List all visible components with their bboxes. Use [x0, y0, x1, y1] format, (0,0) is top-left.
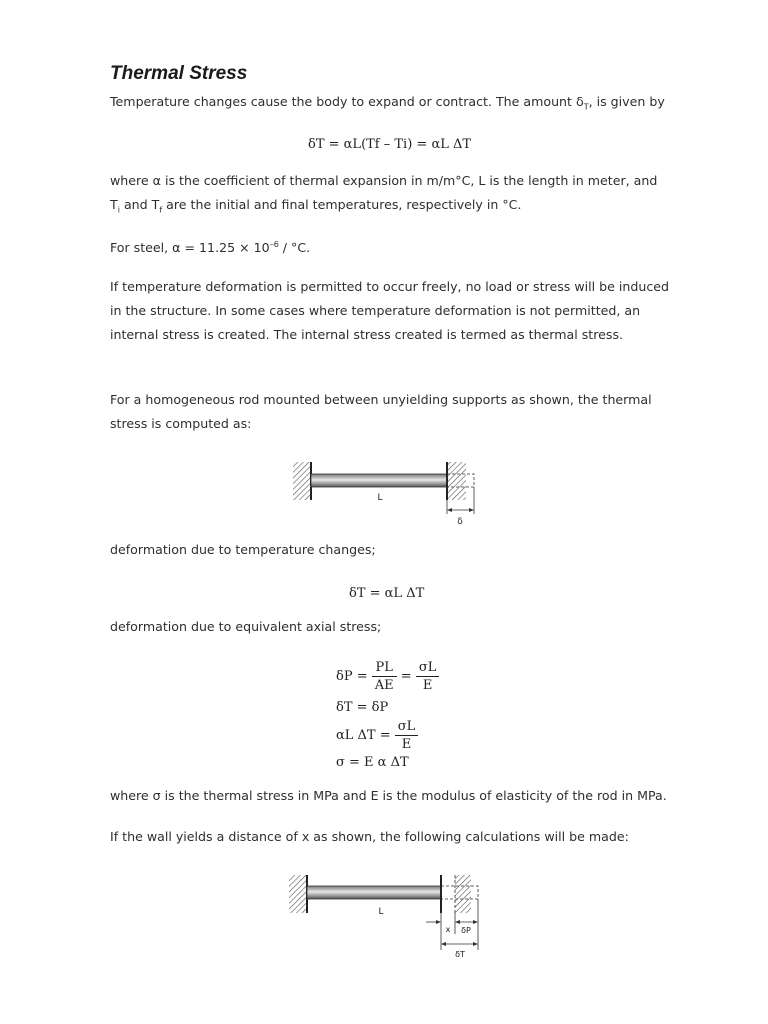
pl-numerator: PL — [372, 660, 397, 677]
steel-exponent: –6 — [269, 240, 279, 249]
steel-unit: / °C. — [278, 240, 311, 256]
equation-alpha-l-dt — [336, 719, 418, 752]
equation-axial-deformation — [336, 660, 439, 693]
free-deformation-paragraph: If temperature deformation is permitted to occur freely, no load or stress will be induced in the structure. In some cases where temperature deformation is not permitted, an internal stress is created. The internal stress created is termed as thermal stress. — [110, 279, 670, 342]
figure-fixed-rod — [290, 458, 490, 530]
yield-paragraph: If the wall yields a distance of x as shown, the following calculations will be made: — [110, 829, 629, 844]
page-title: Thermal Stress — [110, 63, 248, 84]
right-wall — [448, 462, 466, 500]
length-label-2: L — [378, 907, 384, 917]
where-sigma-paragraph: where σ is the thermal stress in MPa and E is the modulus of elasticity of the rod in MPa. — [110, 788, 667, 803]
length-label: L — [377, 493, 383, 503]
where-and-tf-text: and T — [119, 197, 160, 212]
intro-subscript: T — [583, 102, 589, 112]
e-denominator: E — [422, 678, 433, 693]
intro-end-text: , is given by — [588, 94, 665, 109]
where-alpha-line1: where α is the coefficient of thermal expansion in m/m°C, L is the length in meter, and — [110, 173, 658, 188]
intro-paragraph — [110, 90, 670, 120]
dt-label: δT — [455, 950, 465, 959]
tf-subscript: f — [159, 205, 163, 215]
temp-deformation-label: deformation due to temperature changes; — [110, 542, 376, 557]
dp-label: δP — [461, 926, 471, 935]
equation-thermal-deformation: δT = αL(Tf – Ti) = αL ΔT — [308, 137, 472, 152]
equals-sign: = — [400, 669, 412, 684]
sl-numerator: σL — [416, 660, 440, 677]
where-temps-text: are the initial and final temperatures, respectively in °C. — [162, 197, 522, 212]
yielded-wall — [455, 875, 471, 913]
ti-subscript: i — [117, 205, 120, 215]
delta-label: δ — [457, 517, 463, 527]
left-wall-2 — [289, 875, 307, 913]
equation-dt-equals-dp: δT = δP — [336, 700, 389, 715]
where-alpha-paragraph — [110, 169, 670, 223]
pl-over-ae — [372, 660, 397, 693]
rod-2 — [307, 886, 441, 899]
e-denominator-2: E — [401, 737, 412, 752]
figure-yielding-wall-rod — [286, 872, 496, 962]
sl-numerator-2: σL — [395, 719, 419, 736]
x-label: x — [445, 925, 451, 934]
axial-deformation-label: deformation due to equivalent axial stress; — [110, 619, 382, 634]
equation-temp-deformation: δT = αL ΔT — [349, 586, 425, 601]
rod-paragraph: For a homogeneous rod mounted between unyielding supports as shown, the thermal stress is computed as: — [110, 392, 652, 431]
sl-over-e-2 — [395, 719, 419, 752]
dp-lhs: δP = — [336, 669, 368, 684]
sl-over-e — [416, 660, 440, 693]
steel-coefficient — [110, 233, 670, 260]
steel-text: For steel, α = 11.25 × 10 — [110, 240, 270, 256]
left-wall — [293, 462, 311, 500]
al-lhs: αL ΔT = — [336, 728, 391, 743]
where-ti-text: T — [110, 197, 118, 212]
ae-denominator: AE — [374, 678, 394, 693]
equation-thermal-stress: σ = E α ΔT — [336, 755, 409, 770]
intro-text: Temperature changes cause the body to expand or contract. The amount δ — [110, 94, 584, 109]
rod — [311, 474, 447, 487]
